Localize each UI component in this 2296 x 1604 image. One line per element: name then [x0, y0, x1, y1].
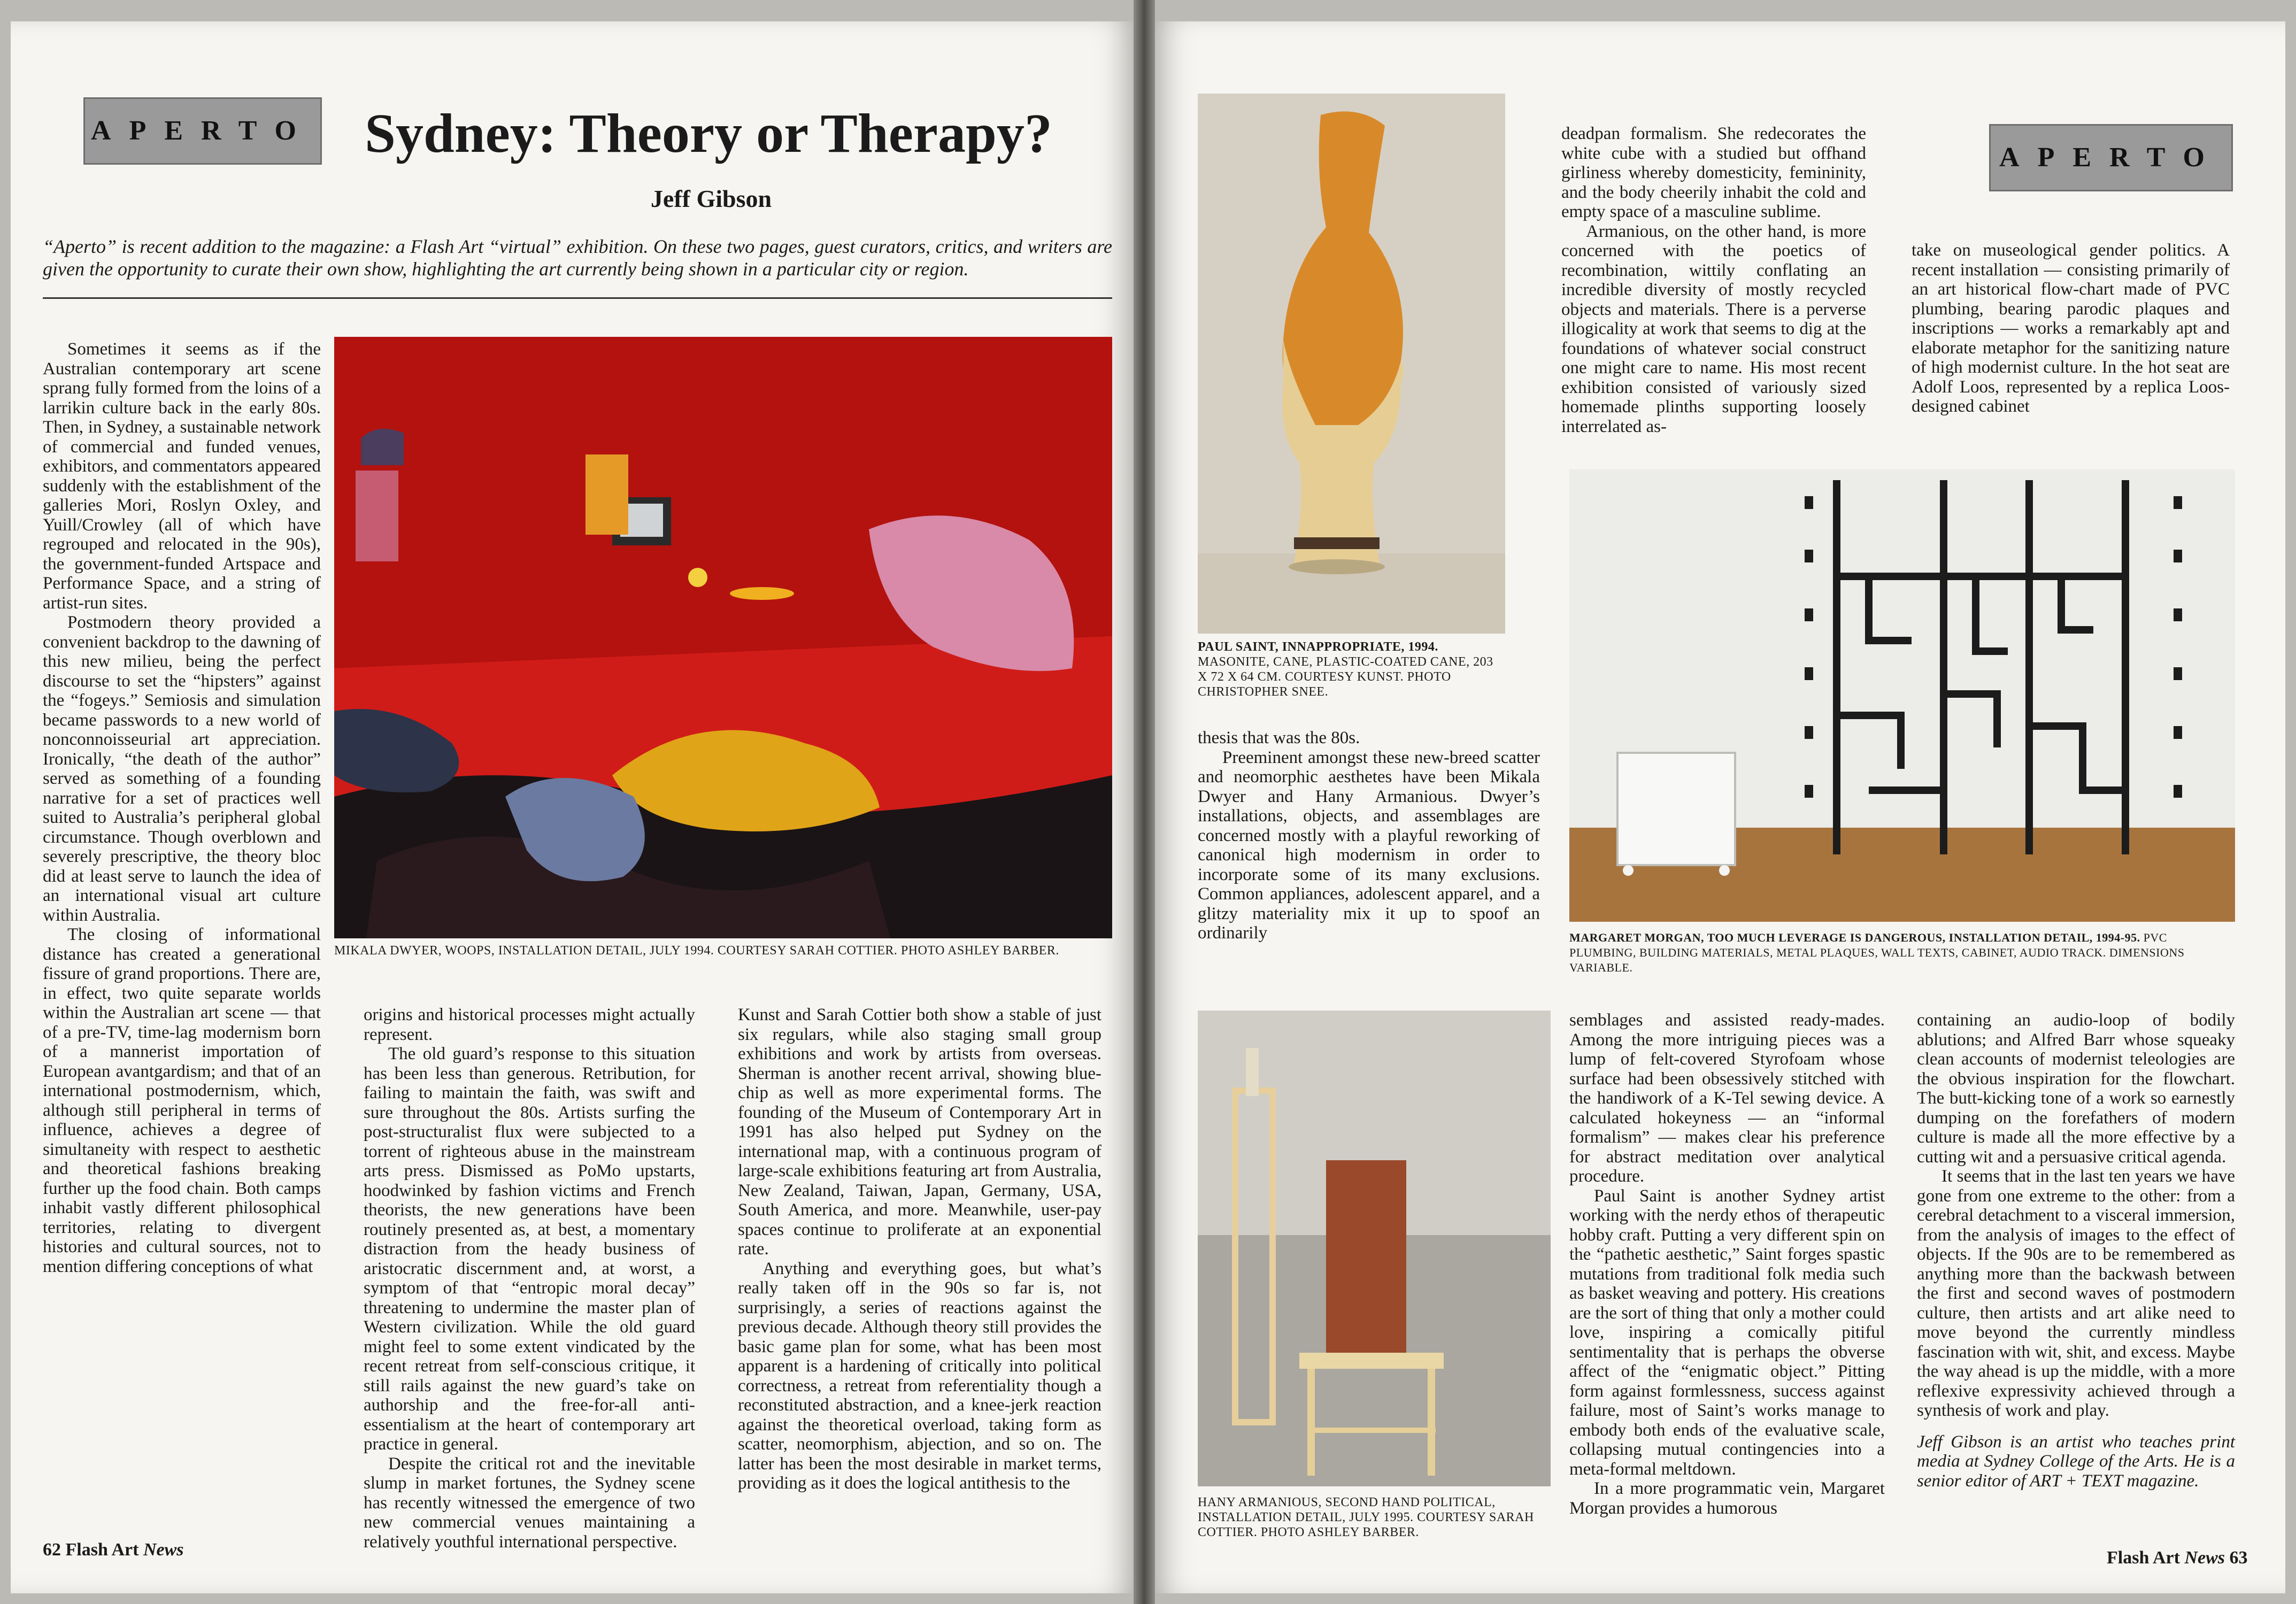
body-column-2	[364, 1005, 695, 1552]
photo-hany-armanious	[1198, 1011, 1551, 1486]
paragraph: Kunst and Sarah Cottier both show a stable of just six regulars, while also staging small group exhibitions and work by artists from overseas. Sherman is another recent arrival, showing blue-chip as well as more experimental forms. The founding of the Museum of Contemporary Art in 1991 has also helped put Sydney on the international map, with a continuous program of large-scale exhibitions featuring art from Australia, New Zealand, Taiwan, Japan, Germany, USA, South America, and more. Meanwhile, user-pay spaces continue to proliferate at an exponential rate.	[738, 1005, 1101, 1259]
caption-detail: PVC PLUMBING, BUILDING MATERIALS, METAL PLAQUES, WALL TEXTS, CABINET, AUDIO TRACK. DIMENSIONS VARIABLE.	[1569, 931, 2185, 974]
magazine-name: Flash Art	[65, 1540, 139, 1560]
body-column-1	[43, 340, 321, 1276]
body-column-a-top	[1561, 124, 1866, 436]
paragraph: Anything and everything goes, but what’s really taken off in the 90s so far is, not surprisingly, a series of reactions against the previous decade. Although theory still provides the basic game plan for some, what has been most apparent is a hardening of critically into political correctness, a retreat from referentiality though a reconstituted abstraction, and a knee-jerk reaction against the theoretical overload, taking form as scatter, neomorphism, abjection, and so on. The latter has been the most desirable in market terms, providing as it does the logical antithesis to the	[738, 1259, 1101, 1493]
intro-text: “Aperto” is recent addition to the magazine: a Flash Art “virtual” exhibition. On these two pages, guest curators, critics, and writers are given the opportunity to curate their own show, highlighting the art currently being shown in a particular city or region.	[43, 236, 1112, 280]
body-column-middle	[1198, 728, 1540, 943]
caption-hany-armanious: HANY ARMANIOUS, SECOND HAND POLITICAL, INSTALLATION DETAIL, JULY 1995. COURTESY SARAH COTTIER. PHOTO ASHLEY BARBER.	[1198, 1495, 1534, 1539]
paragraph: In a more programmatic vein, Margaret Morgan provides a humorous	[1569, 1479, 1885, 1518]
caption-title: MARGARET MORGAN, TOO MUCH LEVERAGE IS DANGEROUS, INSTALLATION DETAIL, 1994-95.	[1569, 931, 2140, 944]
caption-title: PAUL SAINT, INNAPPROPRIATE, 1994.	[1198, 640, 1438, 654]
paragraph: Sometimes it seems as if the Australian contemporary art scene sprang fully formed from the loins of a larrikin culture back in the early 80s. Then, in Sydney, a sustainable network of commercial and funded venues, exhibitors, and commentators appeared suddenly with the establishment of the galleries Mori, Roslyn Oxley, and Yuill/Crowley (all of which have regrouped and relocated in the 90s), the government-funded Artspace and Performance Space, and a string of artist-run sites.	[43, 340, 321, 613]
paragraph: Paul Saint is another Sydney artist working with the nerdy ethos of therapeutic hobby craft. Putting a very different spin on the “pathetic aesthetic,” Saint forges spastic mutations from traditional folk media such as basket weaving and pottery. His creations are the sort of thing that only a mother could love, inspiring a comically pitiful sentimentality that is perhaps the obverse affect of the “enigmatic object.” Pitting form against formlessness, success against failure, most of Saint’s works manage to embody both ends of the evaluative scale, collapsing mutual contingencies into a meta-formal meltdown.	[1569, 1186, 1885, 1479]
body-column-b-top	[1912, 241, 2230, 417]
paragraph: Despite the critical rot and the inevitable slump in market fortunes, the Sydney scene has recently witnessed the emergence of two new commercial venues maintaining a relatively youthful international perspective.	[364, 1454, 695, 1552]
pvc-installation-image	[1569, 469, 2235, 922]
paragraph: semblages and assisted ready-mades. Among the more intriguing pieces was a lump of felt-covered Styrofoam whose surface had been obsessively stitched with the handiwork of a K-Tel sewing device. A calculated hokeyness — an “informal formalism” — makes clear his preference for abstract meditation over analytical procedure.	[1569, 1011, 1885, 1186]
paragraph: The old guard’s response to this situation has been less than generous. Retribution, for failing to maintain the faith, was swift and sure throughout the 80s. Artists surfing the post-structuralist flux were subjected to a torrent of righteous abuse in the mainstream arts press. Dismissed as PoMo upstarts, hoodwinked by fashion victims and French theorists, the new generations have been routinely presented as, at best, a momentary distraction from the heady business of aristocratic discernment and, at worst, a symptom of that “entropic moral decay” threatening to undermine the master plan of Western civilization. While the old guard might feel to some extent vindicated by the recent retreat from self-conscious critique, it still rails against the new guard’s take on authorship and the free-for-all anti-essentialism at the heart of contemporary art practice in general.	[364, 1044, 695, 1454]
paragraph: containing an audio-loop of bodily ablutions; and Alfred Barr whose squeaky clean accounts of modernist teleologies are the obvious inspiration for the flowchart. The butt-kicking tone of a work so earnestly dumping on the forefathers of modern culture is made all the more effective by a cutting wit and a persuasive critical agenda.	[1917, 1011, 2235, 1167]
aperto-label-right: APERTO	[1989, 124, 2233, 191]
article-byline: Jeff Gibson	[650, 185, 772, 212]
paragraph: The closing of informational distance has created a generational fissure of grand proportions. There are, in effect, two quite separate worlds within the Australian art scene — that of a pre-TV, time-lag modernism born of a mannerist importation of European avantgardism; and that of an international postmodernism, which, although still peripheral in terms of influence, achieves a degree of simultaneity with respect to aesthetic and theoretical fashions breaking further up the food chain. Both camps inhabit vastly different philosophical territories, relating to divergent histories and cultural sources, not to mention differing conceptions of what	[43, 925, 321, 1276]
paragraph: origins and historical processes might actually represent.	[364, 1005, 695, 1044]
page-number: 62	[43, 1540, 61, 1560]
paragraph: Preeminent amongst these new-breed scatter and neomorphic aesthetes have been Mikala Dwyer and Hany Armanious. Dwyer’s installations, objects, and assemblages are concerned mostly with a playful reworking of canonical high modernism in order to incorporate some of its many exclusions. Common appliances, adolescent apparel, and a glitzy materiality mix it up to spoof an ordinarily	[1198, 747, 1540, 943]
paragraph: take on museological gender politics. A recent installation — consisting primarily of an art historical flow-chart made of PVC plumbing, bearing parodic plaques and inscriptions — works a remarkably apt and elaborate metaphor for the sanitizing nature of high modernist culture. In the hot seat are Adolf Loos, represented by a replica Loos-designed cabinet	[1912, 241, 2230, 416]
caption-paul-saint	[1198, 639, 1505, 699]
paragraph: thesis that was the 80s.	[1198, 728, 1360, 747]
installation-image	[334, 337, 1112, 938]
magazine-section: News	[2184, 1548, 2225, 1568]
folio-left	[43, 1540, 184, 1560]
left-page	[11, 21, 1134, 1593]
spine-gutter	[1134, 0, 1155, 1604]
aperto-label-left: APERTO	[83, 97, 322, 165]
folio-right	[2107, 1548, 2248, 1568]
paragraph: Postmodern theory provided a convenient backdrop to the dawning of this new milieu, being the perfect discourse to set the “hipsters” against the “fogeys.” Semiosis and simulation became passwords to a new world of nonconnoisseurial art appreciation. Ironically, “the death of the author” served as something of a founding narrative for a set of practices well suited to Australia’s peripheral global circumstance. Though overblown and severely prescriptive, the theory bloc did at least serve to launch the idea of an international visual art culture within Australia.	[43, 613, 321, 925]
page-number: 63	[2229, 1548, 2248, 1568]
body-column-d	[1917, 1011, 2235, 1491]
photo-mikala-dwyer-woops	[334, 337, 1112, 938]
caption-margaret-morgan	[1569, 930, 2235, 975]
caption-detail: MASONITE, CANE, PLASTIC-COATED CANE, 203 X 72 X 64 CM. COURTESY KUNST. PHOTO CHRISTOPHER SNEE.	[1198, 655, 1493, 699]
plinth-installation-image	[1198, 1011, 1551, 1486]
photo-margaret-morgan	[1569, 469, 2235, 922]
body-column-3	[738, 1005, 1101, 1493]
article-title: Sydney: Theory or Therapy?	[365, 103, 1052, 164]
basket-sculpture-image	[1198, 94, 1505, 634]
caption-main-photo: MIKALA DWYER, WOOPS, INSTALLATION DETAIL, JULY 1994. COURTESY SARAH COTTIER. PHOTO ASHLEY BARBER.	[334, 944, 1059, 958]
author-bio: Jeff Gibson is an artist who teaches print media at Sydney College of the Arts. He is a senior editor of ART + TEXT magazine.	[1917, 1432, 2235, 1491]
paragraph: deadpan formalism. She redecorates the white cube with a studied but offhand girliness whereby domesticity, femininity, and the body cheerily inhabit the cold and empty space of a masculine sublime.	[1561, 124, 1866, 221]
body-column-c	[1569, 1011, 1885, 1518]
intro-rule	[43, 297, 1112, 299]
paragraph: Armanious, on the other hand, is more concerned with the poetics of recombination, wittily conflating an incredible diversity of mostly recycled objects and materials. There is a perverse illogicality at work that seems to dig at the foundations of whatever social construct one might care to name. His most recent exhibition consisted of variously sized homemade plinths supporting loosely interrelated as-	[1561, 221, 1866, 436]
magazine-name: Flash Art	[2107, 1548, 2180, 1568]
right-page	[1155, 21, 2285, 1593]
magazine-section: News	[143, 1540, 184, 1560]
paragraph: It seems that in the last ten years we have gone from one extreme to the other: from a cerebral detachment to a visceral immersion, from the analysis of images to the effect of objects. If the 90s are to be remembered as anything more than the backwash between the first and second waves of postmodern culture, then artists and art alike need to move beyond the currently mindless fascination with wit, shit, and excess. Maybe the way ahead is up the middle, with a more reflexive expressivity achieved through a synthesis of work and play.	[1917, 1167, 2235, 1420]
photo-paul-saint	[1198, 94, 1505, 634]
